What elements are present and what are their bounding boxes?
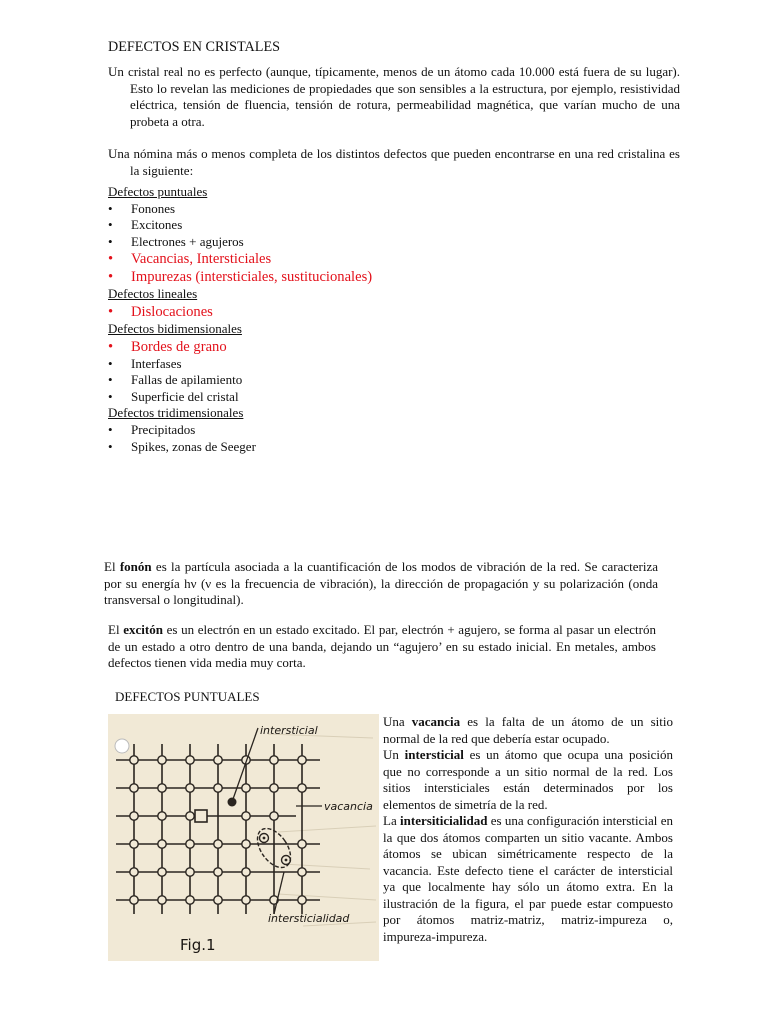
figure-caption: Fig.1 xyxy=(180,936,216,954)
bullet: • xyxy=(108,269,114,286)
list-item xyxy=(108,389,608,406)
group-heading-bidimensionales: Defectos bidimensionales xyxy=(108,320,242,336)
lattice-diagram xyxy=(108,714,379,961)
page-title: DEFECTOS EN CRISTALES xyxy=(108,39,281,55)
text-run: El xyxy=(104,559,120,574)
text-run: El xyxy=(108,622,124,637)
bullet: • xyxy=(108,251,114,268)
bullet: • xyxy=(108,338,114,355)
intro-paragraph: Un cristal real no es perfecto (aunque, típicamente, menos de un átomo cada 10.000 está fuera de su lugar). Esto lo revelan las mediciones de propiedades que son sensibles a la estructura, por ejemplo, resistividad eléctrica, tensión de fluencia, tensión de rotura, permeabilidad magnética, que varían mucho de una probeta a otra. xyxy=(108,64,680,129)
list-item-highlight xyxy=(108,303,608,321)
scan-artifacts xyxy=(268,734,376,926)
list-bidimensionales xyxy=(108,338,608,406)
group-heading-tridimensionales: Defectos tridimensionales xyxy=(108,405,244,421)
item-text: Fallas de apilamiento xyxy=(131,372,243,388)
bullet: • xyxy=(108,438,113,454)
term-vacancia: vacancia xyxy=(411,714,461,729)
list-item xyxy=(108,356,608,373)
list-item xyxy=(108,422,608,439)
text-run: La xyxy=(383,813,401,828)
bullet: • xyxy=(108,372,113,388)
term-exciton: excitón xyxy=(123,622,163,637)
bullet: • xyxy=(108,217,113,233)
bullet: • xyxy=(108,233,113,249)
text-run: es la partícula asociada a la cuantificación de los modos de vibración de la red. Se caracteriza por su energía hν (ν es la frecuencia de vibración), la dirección de propagación y su polarización (onda transversal o longitudinal). xyxy=(104,559,658,608)
item-text: Dislocaciones xyxy=(131,303,213,320)
side-text xyxy=(383,714,673,945)
list-item-highlight xyxy=(108,268,608,286)
item-text: Precipitados xyxy=(131,421,196,437)
item-text: Fonones xyxy=(131,200,176,216)
list-item-highlight xyxy=(108,250,608,268)
section-title: DEFECTOS PUNTUALES xyxy=(115,689,260,704)
fonon-paragraph xyxy=(104,559,658,609)
text-run: es la falta de un átomo de un sitio normal de la red que debería estar ocupado. xyxy=(383,714,673,746)
bullet: • xyxy=(108,388,113,404)
text-run: es un electrón en un estado excitado. El par, electrón + agujero, se forma al pasar un electrón de un estado a otro dentro de una banda, dejando un “agujero’ en su estado inicial. En metales, ambos defectos tienen vida media muy corta. xyxy=(108,622,656,671)
item-text: Impurezas (intersticiales, sustitucionales) xyxy=(131,269,373,286)
label-vacancia: vacancia xyxy=(324,800,373,813)
side-paragraph-intersticial xyxy=(383,747,673,813)
item-text: Vacancias, Intersticiales xyxy=(131,251,272,268)
item-text: Superficie del cristal xyxy=(131,388,239,404)
exciton-paragraph xyxy=(108,622,656,672)
item-text: Bordes de grano xyxy=(131,338,227,355)
label-intersticialidad: intersticialidad xyxy=(268,912,350,925)
bullet: • xyxy=(108,421,113,437)
lattice-lines xyxy=(116,744,320,914)
list-item-highlight xyxy=(108,338,608,356)
bullet: • xyxy=(108,355,113,371)
defect-list xyxy=(108,184,608,455)
item-text: Electrones + agujeros xyxy=(131,233,244,249)
list-lineales xyxy=(108,303,608,321)
list-item xyxy=(108,201,608,218)
list-tridimensionales xyxy=(108,422,608,455)
item-text: Spikes, zonas de Seeger xyxy=(131,438,256,454)
group-heading-lineales: Defectos lineales xyxy=(108,286,198,302)
side-paragraph-vacancia xyxy=(383,714,673,747)
term-intersticial: intersticial xyxy=(404,747,464,762)
term-fonon: fonón xyxy=(119,559,152,574)
list-item xyxy=(108,234,608,251)
vacancy-marker xyxy=(195,810,207,822)
text-run: es un átomo que ocupa una posición que no corresponde a un sitio normal de la red. Los sitios intersticiales están determinados por los elementos de simetría de la red. xyxy=(383,747,673,812)
group-heading-puntuales: Defectos puntuales xyxy=(108,184,208,199)
bullet: • xyxy=(108,303,114,320)
side-paragraph-intersticialidad xyxy=(383,813,673,945)
item-text: Excitones xyxy=(131,217,183,233)
punch-hole xyxy=(115,739,129,753)
item-text: Interfases xyxy=(131,355,182,371)
lattice-figure xyxy=(108,714,379,961)
list-item xyxy=(108,372,608,389)
list-item xyxy=(108,217,608,234)
text-run: Un xyxy=(383,747,405,762)
label-intersticial: intersticial xyxy=(260,724,318,737)
intro-paragraph-2: Una nómina más o menos completa de los distintos defectos que pueden encontrarse en una red cristalina es la siguiente: xyxy=(108,146,680,178)
list-puntuales xyxy=(108,201,608,287)
term-intersiticialidad: intersiticialidad xyxy=(400,813,488,828)
bullet: • xyxy=(108,200,113,216)
text-run: Una xyxy=(383,714,412,729)
interstitialcy-pointer xyxy=(274,872,284,914)
text-run: es una configuración intersticial en la que dos átomos comparten un sitio vacante. Ambos átomos se ubican simétricamente respecto de la vacancia. Este defecto tiene el carácter de intersticial ya que localmente hay sólo un átomo extra. En la ilustración de la figura, el par puede estar compuesto por átomos matriz-matriz, matriz-impureza o, impureza-impureza. xyxy=(383,813,673,944)
list-item xyxy=(108,439,608,456)
